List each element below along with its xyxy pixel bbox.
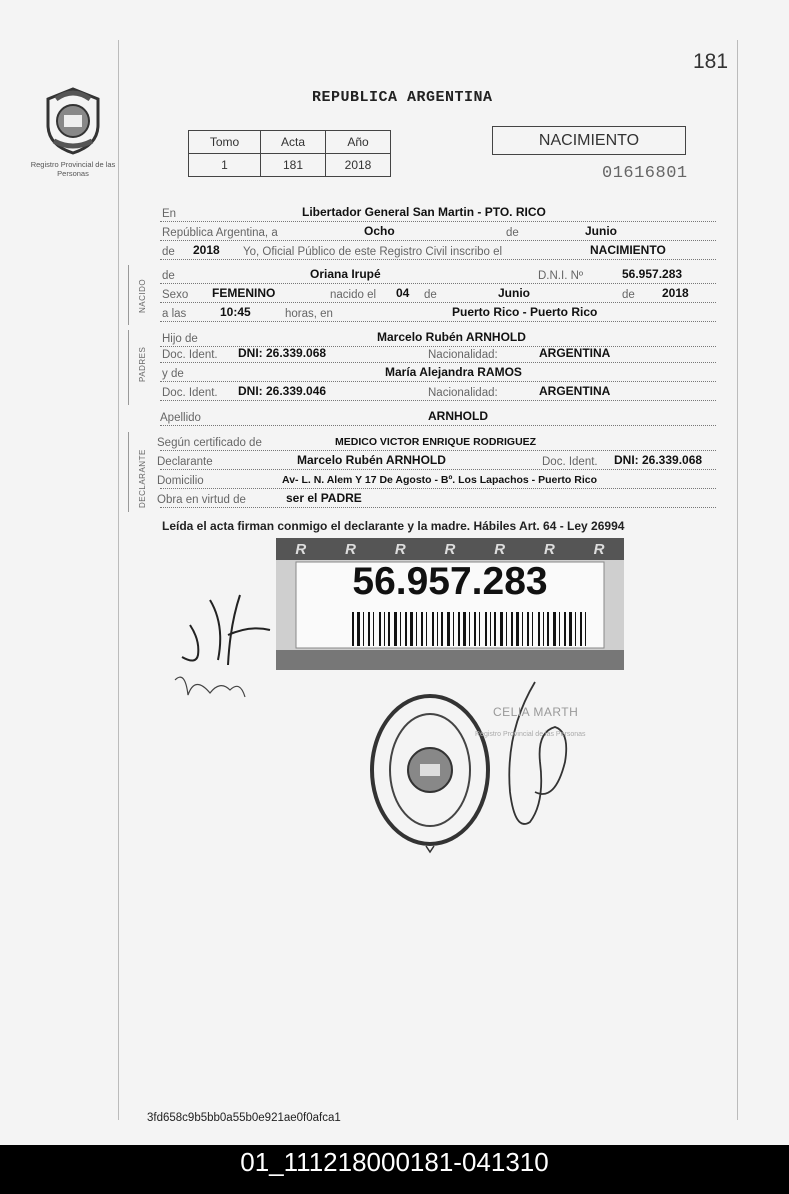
label-nacido-de: de <box>424 289 437 301</box>
value-nacido-anio: 2018 <box>662 286 689 300</box>
sticker-letter: R <box>345 540 356 558</box>
barcode-bar <box>388 612 390 646</box>
officer-role: Registro Provincial de las Personas <box>475 731 586 738</box>
barcode-bar <box>494 612 496 646</box>
anio-header: Año <box>326 131 391 154</box>
barcode-bar <box>363 612 364 646</box>
value-declarante: Marcelo Rubén ARNHOLD <box>297 453 446 467</box>
label-y-de: y de <box>162 368 184 380</box>
barcode-bar <box>564 612 566 646</box>
label-a-las: a las <box>162 308 187 320</box>
value-hora: 10:45 <box>220 305 251 319</box>
value-padre: Marcelo Rubén ARNHOLD <box>377 330 526 344</box>
barcode-bar <box>400 612 401 646</box>
label-de-nombre: de <box>162 270 175 282</box>
barcode-bar <box>474 612 476 646</box>
barcode-bar <box>379 612 381 646</box>
acta-value: 181 <box>261 154 326 177</box>
label-nacido-de2: de <box>622 289 635 301</box>
page-number: 181 <box>693 50 729 73</box>
sticker-letter: R <box>543 540 555 558</box>
row-madre-doc <box>160 386 716 401</box>
section-nacido <box>128 265 147 325</box>
label-republica: República Argentina, a <box>162 227 278 239</box>
label-nacionalidad-2: Nacionalidad: <box>428 387 498 399</box>
row-declarante <box>157 453 716 470</box>
barcode-bar <box>437 612 438 646</box>
row-apellido <box>160 411 716 426</box>
value-nacido-mes: Junio <box>498 286 530 300</box>
barcode-bar <box>559 612 560 646</box>
label-segun-certificado: Según certificado de <box>157 437 262 449</box>
official-seal <box>368 690 492 854</box>
officer-signature <box>495 672 575 837</box>
barcode-bar <box>432 612 434 646</box>
barcode-bar <box>373 612 374 646</box>
value-lugar-inscripcion: Libertador General San Martin - PTO. RICO <box>302 205 546 219</box>
sticker-letter: R <box>394 540 406 558</box>
sticker-dni-number: 56.957.283 <box>352 560 548 603</box>
document-hash: 3fd658c9b5bb0a55b0e921ae0f0afca1 <box>147 1112 341 1124</box>
barcode-bar <box>441 612 443 646</box>
barcode-bar <box>384 612 385 646</box>
value-declarante-doc: DNI: 26.339.068 <box>614 453 703 467</box>
barcode-bar <box>569 612 572 646</box>
row-obra <box>157 491 716 508</box>
barcode-bar <box>532 612 533 646</box>
value-anio: 2018 <box>193 243 220 257</box>
label-horas-en: horas, en <box>285 308 333 320</box>
record-type-box: NACIMIENTO <box>492 126 686 155</box>
acta-header: Acta <box>261 131 326 154</box>
barcode-bar <box>453 612 454 646</box>
label-doc-ident-2: Doc. Ident. <box>162 387 218 399</box>
label-domicilio: Domicilio <box>157 475 204 487</box>
value-nacido-dia: 04 <box>396 286 410 300</box>
sticker-letter: R <box>444 540 456 558</box>
side-label-padres: PADRES <box>138 346 147 382</box>
value-madre-nacionalidad: ARGENTINA <box>539 384 611 398</box>
label-hijo-de: Hijo de <box>162 333 198 345</box>
barcode-bar <box>357 612 360 646</box>
label-declarante: Declarante <box>157 456 213 468</box>
sticker-letter: R <box>593 540 605 558</box>
barcode-bar <box>527 612 529 646</box>
value-inscribo: NACIMIENTO <box>590 243 666 257</box>
anio-value: 2018 <box>326 154 391 177</box>
barcode-bar <box>463 612 466 646</box>
barcode-bar <box>410 612 413 646</box>
row-domicilio <box>157 474 716 489</box>
value-dni: 56.957.283 <box>622 267 683 281</box>
barcode-bar <box>421 612 423 646</box>
label-doc-ident: Doc. Ident. <box>162 349 218 361</box>
barcode-bar <box>447 612 450 646</box>
value-nombre: Oriana Irupé <box>310 267 381 281</box>
row-padre-doc <box>160 348 716 363</box>
tomo-acta-table <box>188 130 391 177</box>
province-crest-icon <box>40 85 106 155</box>
document-title: REPUBLICA ARGENTINA <box>312 89 493 106</box>
barcode-bar <box>416 612 417 646</box>
barcode-bar <box>394 612 397 646</box>
barcode-bar <box>575 612 576 646</box>
declarant-signature <box>170 585 280 715</box>
barcode-bar <box>490 612 491 646</box>
label-obra-en-virtud: Obra en virtud de <box>157 494 246 506</box>
barcode-bar <box>580 612 582 646</box>
barcode-bar <box>543 612 544 646</box>
value-madre-doc: DNI: 26.339.046 <box>238 384 327 398</box>
side-label-declarante: DECLARANTE <box>138 449 147 508</box>
value-domicilio: Av- L. N. Alem Y 17 De Agosto - Bº. Los Lapachos - Puerto Rico <box>282 474 597 486</box>
barcode-bar <box>479 612 480 646</box>
barcode-bar <box>469 612 470 646</box>
value-certificado: MEDICO VICTOR ENRIQUE RODRIGUEZ <box>335 436 537 448</box>
sticker-letter: R <box>494 540 506 558</box>
row-sexo <box>160 288 716 303</box>
label-nacionalidad: Nacionalidad: <box>428 349 498 361</box>
value-dia: Ocho <box>364 224 395 238</box>
barcode-bar <box>426 612 427 646</box>
label-en: En <box>162 208 177 220</box>
barcode-bar <box>405 612 407 646</box>
barcode-icon <box>352 612 590 646</box>
footer-file-code: 01_111218000181-041310 <box>240 1147 549 1177</box>
value-mes: Junio <box>585 224 617 238</box>
barcode-bar <box>522 612 523 646</box>
row-certificado <box>157 436 716 451</box>
tomo-header: Tomo <box>189 131 261 154</box>
barcode-bar <box>485 612 487 646</box>
closing-statement: Leída el acta firman conmigo el declarante y la madre. Hábiles Art. 64 - Ley 26994 <box>162 519 625 533</box>
value-madre: María Alejandra RAMOS <box>385 365 522 379</box>
value-obra: ser el PADRE <box>286 491 362 505</box>
value-padre-doc: DNI: 26.339.068 <box>238 346 327 360</box>
row-madre <box>160 367 716 382</box>
barcode-bar <box>458 612 460 646</box>
row-republica <box>160 226 716 241</box>
label-apellido: Apellido <box>160 412 201 424</box>
barcode-bar <box>538 612 540 646</box>
label-doc-ident-3: Doc. Ident. <box>542 456 598 468</box>
row-en <box>160 207 716 222</box>
label-dni: D.N.I. Nº <box>538 270 584 282</box>
row-hora <box>160 307 716 322</box>
value-sexo: FEMENINO <box>212 286 276 300</box>
row-hijo <box>160 332 716 347</box>
registry-caption: Registro Provincial de las Personas <box>30 160 116 178</box>
barcode-bar <box>585 612 586 646</box>
value-lugar-nacimiento: Puerto Rico - Puerto Rico <box>452 305 598 319</box>
label-nacido-el: nacido el <box>330 289 377 301</box>
barcode-bar <box>553 612 556 646</box>
tomo-value: 1 <box>189 154 261 177</box>
label-de-anio: de <box>162 246 175 258</box>
value-apellido: ARNHOLD <box>428 409 488 423</box>
side-label-nacido: NACIDO <box>138 278 147 313</box>
label-oficial: Yo, Oficial Público de este Registro Civil inscribo el <box>243 246 503 258</box>
barcode-bar <box>368 612 370 646</box>
section-declarante <box>128 432 147 512</box>
section-padres <box>128 330 147 405</box>
barcode-bar <box>500 612 503 646</box>
label-de: de <box>506 227 519 239</box>
barcode-bar <box>506 612 507 646</box>
barcode-bar <box>547 612 549 646</box>
label-sexo: Sexo <box>162 289 189 301</box>
row-anio <box>160 245 716 260</box>
sticker-letters <box>276 538 624 560</box>
serial-number: 01616801 <box>602 164 688 183</box>
value-padre-nacionalidad: ARGENTINA <box>539 346 611 360</box>
officer-name: CELIA MARTH <box>493 705 579 719</box>
barcode-bar <box>352 612 354 646</box>
barcode-bar <box>511 612 513 646</box>
barcode-bar <box>516 612 519 646</box>
sticker-letter: R <box>295 540 307 558</box>
row-nombre <box>160 269 716 284</box>
